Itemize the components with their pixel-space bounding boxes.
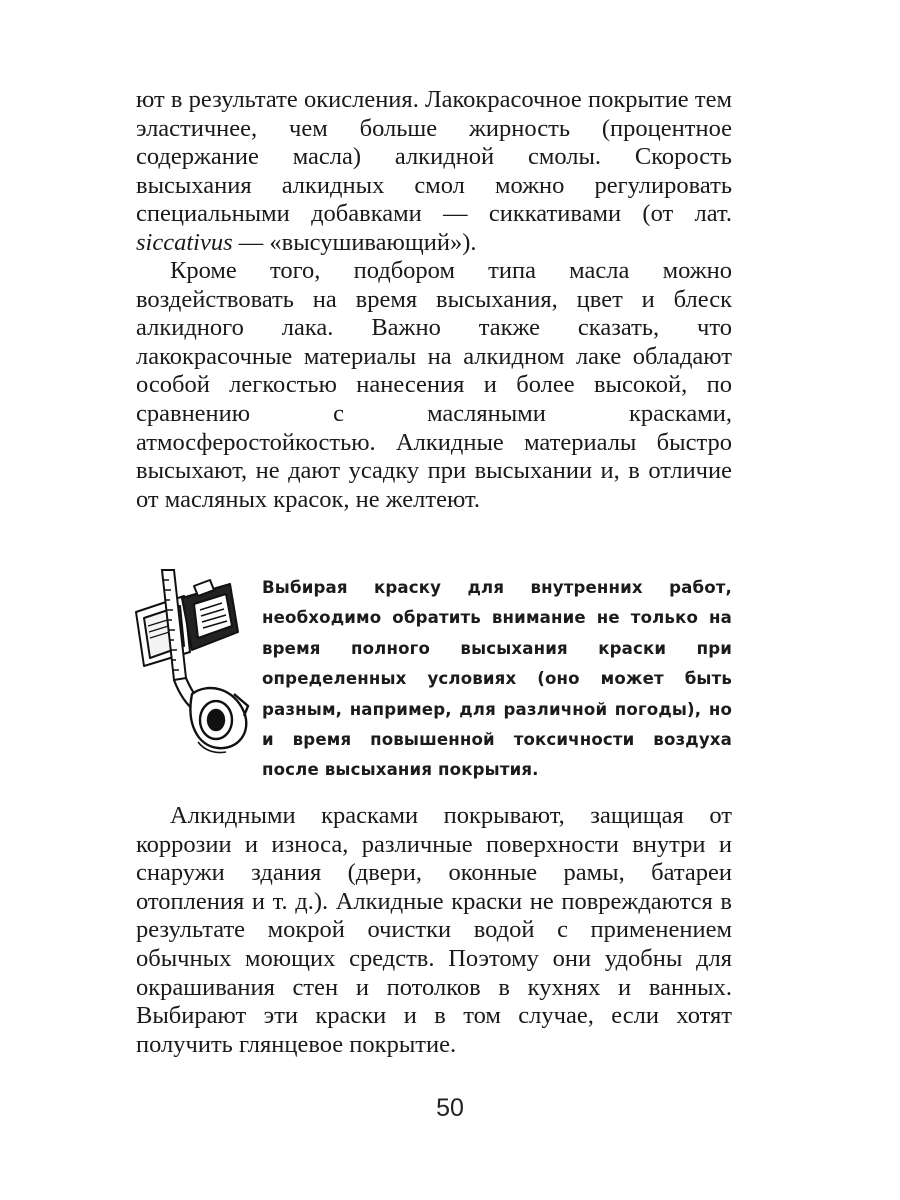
tape-measure-and-book-icon [134, 566, 252, 754]
page-number: 50 [436, 1094, 464, 1122]
latin-term: siccativus [136, 228, 233, 256]
paragraph-2 [136, 257, 732, 514]
paragraph-1-text-a: ют в результате окисления. Лакокрасочное покрытие тем эластичнее, чем больше жирность (процентное содержание масла) алкидной смолы. Скорость высыхания алкидных смол можно регулировать специальными добавками — сиккативами (от лат. [136, 86, 732, 228]
paragraph-2-text: Кроме того, подбором типа масла можно воздействовать на время высыхания, цвет и блеск алкидного лака. Важно также сказать, что лакокрасочные материалы на алкидном лаке обладают особой легкостью нанесения и более высокой, по сравнению с масляными красками, атмосферостойкостью. Алкидные материалы быстро высыхают, не дают усадку при высыхании и, в отличие от масляных красок, не желтеют. [136, 257, 732, 513]
paragraph-3-text: Алкидными красками покрывают, защищая от коррозии и износа, различные поверхности внутри и снаружи здания (двери, оконные рамы, батареи отопления и т. д.). Алкидные краски не повреждаются в результате мокрой очистки водой с применением обычных моющих средств. Поэтому они удобны для окрашивания стен и потолков в кухнях и ванных. Выбирают эти краски и в том случае, если хотят получить глянцевое покрытие. [136, 802, 732, 1058]
paragraph-3 [136, 802, 732, 1059]
tip-note-text: Выбирая краску для внутренних работ, необходимо обратить внимание не только на время полного высыхания краски при определенных условиях (оно может быть разным, например, для различной погоды), но и время повышенной токсичности воздуха после высыхания покрытия. [262, 578, 732, 780]
paragraph-1-text-b: — «высушивающий»). [232, 228, 477, 256]
paragraph-1 [136, 86, 732, 258]
